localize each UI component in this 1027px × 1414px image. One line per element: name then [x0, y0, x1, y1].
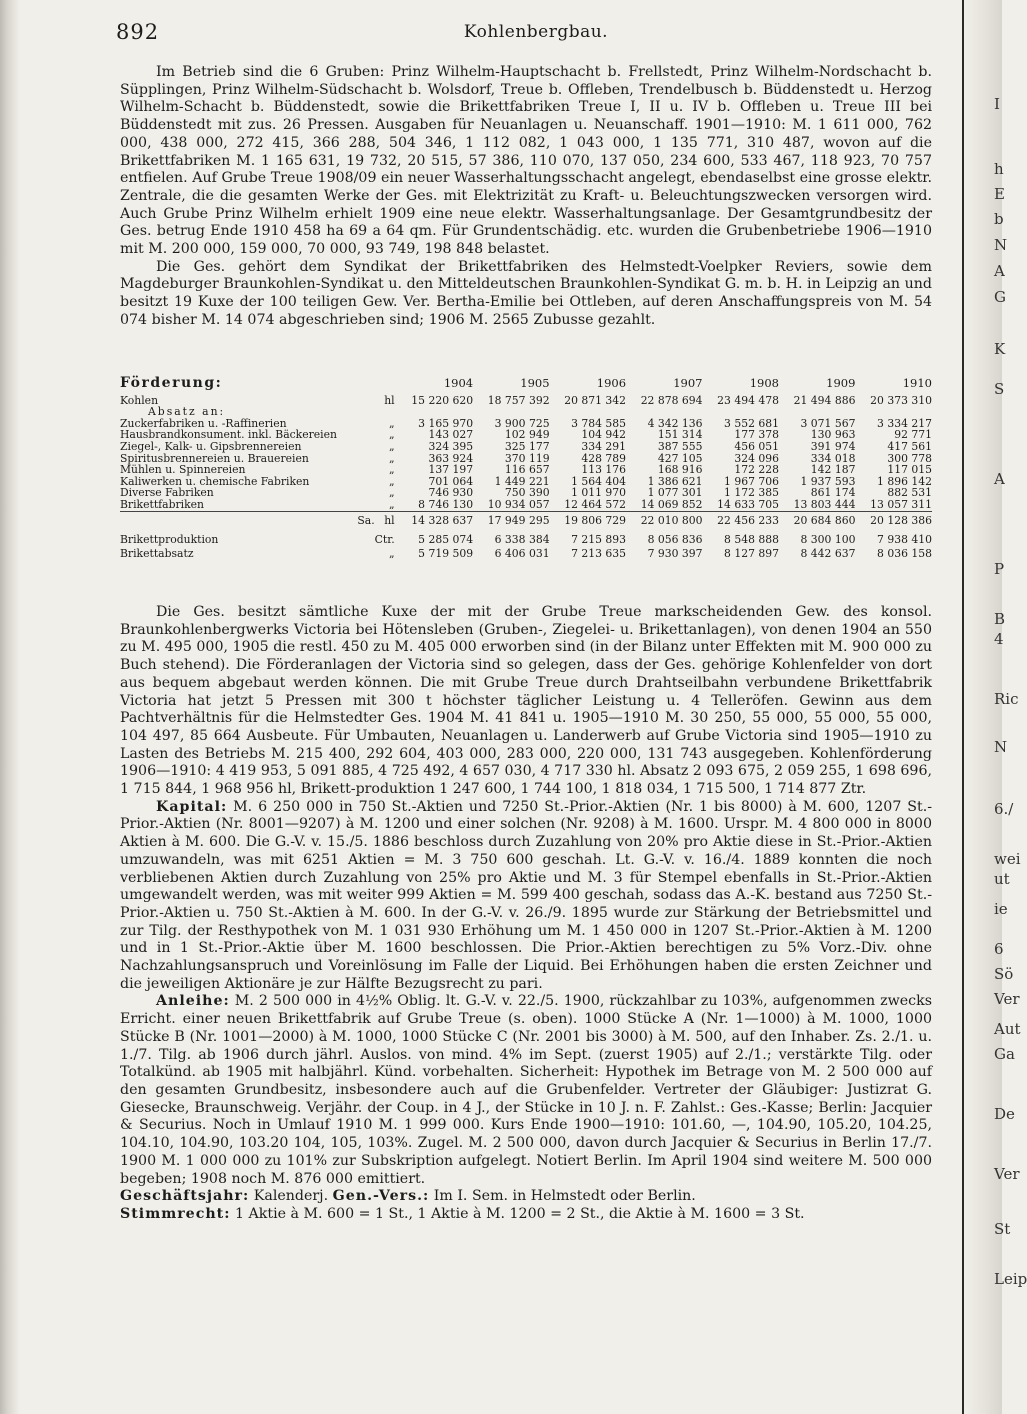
row-absatz-item-value: 334 018 [810, 451, 856, 465]
row-absatz-item-value: 1 386 621 [647, 474, 703, 488]
row-absatz-item-unit: „ [389, 486, 395, 500]
row-kohlen-label: Kohlen [120, 393, 159, 407]
row-kohlen-value: 23 494 478 [717, 393, 779, 407]
row-absatz-item-value: 14 633 705 [717, 497, 779, 511]
row-absatz-item-value: 427 105 [657, 451, 703, 465]
row-absatz-item [120, 499, 932, 511]
row-brikettabsatz-unit: „ [389, 546, 395, 560]
row-kohlen-value: 20 373 310 [870, 393, 932, 407]
row-absatz-item-value: 387 555 [657, 439, 703, 453]
anleihe-label: Anleihe: [156, 993, 230, 1010]
row-absatz-item-value: 882 531 [887, 486, 932, 500]
row-kohlen-value: 18 757 392 [487, 393, 550, 407]
year-header: 1910 [902, 376, 932, 390]
row-brikettproduktion-value: 8 300 100 [800, 533, 856, 547]
year-header: 1906 [596, 376, 627, 390]
row-sum-value: 19 806 729 [550, 511, 626, 532]
row-brikettabsatz-value: 8 127 897 [724, 546, 779, 560]
row-brikettabsatz-label: Brikettabsatz [120, 546, 194, 560]
gutter-fragment: I [994, 95, 1000, 113]
row-sum [120, 511, 932, 532]
kapital-text: M. 6 250 000 in 750 St.-Aktien und 7250 St.-Prior.-Aktien (Nr. 1 bis 8000) à M. 600, 1207 St.-Prior.-Aktien (Nr. 8001—9207) à M. 1200 und einer solchen (Nr. 9208) à M. 1600. Urspr. M. 4 800 000 in 8000 Aktien à M. 600. Die G.-V. v. 15./5. 1886 beschloss durch Zuzahlung von 20% pro Aktie diese in St.-Prior.-Aktien umzuwandeln, was mit 6251 Aktien = M. 3 750 600 geschah. Lt. G.-V. v. 16./4. 1889 konnten die noch verbliebenen Aktien durch Zuzahlung von 25% pro Aktie und M. 3 für Stempel ebenfalls in St.-Prior.-Aktien umgewandelt werden, was mit weiter 999 Aktien = M. 599 400 geschah, sodass das A.-K. bestand aus 7250 St.-Prior.-Aktien u. 750 St.-Aktien à M. 600. In der G.-V. v. 26./9. 1895 wurde zur Stärkung der Betriebsmittel und zur Tilg. der Resthypothek von M. 1 031 930 Erhöhung um M. 1 450 000 in 1207 St.-Prior.-Aktien à M. 1200 und in 1 St.-Prior.-Aktie über M. 1600 beschlossen. Die Prior.-Aktien berechtigen zu 5% Vorz.-Div. ohne Nachzahlungsanspruch und Voreinlösung im Falle der Liquid. Bei Erhöhungen haben die ersten Zeichner und die jeweiligen Aktionäre je zur Hälfte Bezugsrecht zu pari. [120, 798, 932, 992]
row-absatz-item-value: 325 177 [504, 439, 550, 453]
row-brikettabsatz-value: 6 406 031 [494, 546, 550, 560]
running-title: Kohlenbergbau. [463, 22, 609, 42]
row-absatz-item-value: 1 172 385 [724, 486, 779, 500]
row-absatz-item-value: 3 071 567 [800, 416, 856, 430]
row-absatz-item-value: 300 778 [887, 451, 932, 465]
gutter-fragment: S [994, 380, 1005, 398]
row-absatz-item-value: 370 119 [504, 451, 550, 465]
row-brikettproduktion-value: 6 338 384 [494, 533, 550, 547]
gutter-fragment: A [994, 262, 1005, 280]
row-absatz-item-value: 324 096 [734, 451, 779, 465]
row-absatz-item-value: 143 027 [428, 428, 474, 442]
year-header: 1907 [673, 376, 703, 390]
row-absatz-item-value: 3 552 681 [724, 416, 779, 430]
row-brikettabsatz-value: 7 213 635 [571, 546, 627, 560]
row-absatz-item-label: Spiritusbrennereien u. Brauereien [120, 451, 309, 465]
row-sum-label: Sa. [120, 511, 375, 532]
row-absatz-item-value: 1 896 142 [877, 474, 932, 488]
row-brikettproduktion-value: 7 215 893 [571, 533, 627, 547]
gutter-fragment: N [994, 738, 1008, 756]
row-absatz-item-value: 116 657 [504, 463, 550, 477]
table-heading: Förderung: [120, 375, 223, 391]
row-absatz-item-unit: „ [389, 497, 395, 511]
row-brikettproduktion-value: 8 056 836 [647, 533, 703, 547]
row-kohlen-value: 22 878 694 [640, 393, 703, 407]
paragraph-kapital [120, 799, 932, 994]
row-sum-value: 14 328 637 [397, 511, 473, 532]
gutter-fragment: 4 [994, 630, 1004, 648]
gen-vers-text: Im I. Sem. in Helmstedt oder Berlin. [433, 1188, 696, 1205]
unit-header-cell [375, 378, 397, 395]
row-brikettproduktion-value: 5 285 074 [418, 533, 474, 547]
row-sum-value: 17 949 295 [473, 511, 549, 532]
row-brikettproduktion [120, 532, 932, 546]
row-kohlen [120, 395, 932, 407]
gutter-fragment: P [994, 560, 1005, 578]
row-absatz-item-value: 151 314 [657, 428, 703, 442]
gutter-fragment: Ga [994, 1045, 1015, 1063]
row-absatz-item-value: 13 803 444 [793, 497, 856, 511]
paragraph-anleihe [120, 993, 932, 1188]
year-header: 1904 [443, 376, 474, 390]
row-kohlen-value: 15 220 620 [411, 393, 474, 407]
row-absatz-item-label: Ziegel-, Kalk- u. Gipsbrennereien [120, 439, 302, 453]
row-absatz-item-value: 1 564 404 [571, 474, 627, 488]
gutter-fragment: N [994, 236, 1008, 254]
gutter-fragment: 6./ [994, 800, 1014, 818]
row-sum-value: 22 456 233 [703, 511, 779, 532]
row-absatz-item-label: Diverse Fabriken [120, 486, 214, 500]
row-absatz-item-value: 746 930 [428, 486, 474, 500]
row-absatz-item-value: 12 464 572 [564, 497, 627, 511]
row-brikettabsatz-value: 8 036 158 [877, 546, 932, 560]
production-table [120, 375, 932, 560]
absatz-heading: Absatz an: [148, 405, 226, 419]
row-sum-value: 20 684 860 [779, 511, 855, 532]
gutter-fragment: Ver [994, 990, 1020, 1008]
paragraph-gruben: Im Betrieb sind die 6 Gruben: Prinz Wilhelm-Hauptschacht b. Frellstedt, Prinz Wilhelm-Nordschacht b. Süpplingen, Prinz Wilhelm-Südschacht b. Wolsdorf, Treue b. Offleben, Trendelbusch b. Büddenstedt u. Herzog Wilhelm-Schacht b. Büddenstedt, sowie die Brikettfabriken Treue I, II u. IV b. Offleben u. Treue III bei Büddenstedt mit zus. 26 Pressen. Ausgaben für Neuanlagen u. Neuanschaff. 1901—1910: M. 1 611 000, 762 000, 438 000, 272 415, 366 288, 504 346, 1 112 082, 1 043 000, 1 135 771, 310 487, wovon auf die Brikettfabriken M. 1 165 631, 19 732, 20 515, 57 386, 110 070, 137 050, 234 600, 533 467, 118 923, 70 757 entfielen. Auf Grube Treue 1908/09 ein neuer Wasserhaltungsschacht angelegt, ebendaselbst eine grosse elektr. Zentrale, die die gesamten Werke der Ges. mit Elektrizität zu Kraft- u. Beleuchtungszwecken versorgen wird. Auch Grube Prinz Wilhelm erhielt 1909 eine neue elektr. Wasserhaltungsanlage. Der Gesamtgrundbesitz der Ges. betrug Ende 1910 458 ha 69 a 64 qm. Für Grundentschädig. etc. wurden die Grubenbetriebe 1906—1910 mit M. 200 000, 159 000, 70 000, 93 749, 198 848 belastet. [120, 64, 932, 258]
paragraph-syndikat: Die Ges. gehört dem Syndikat der Brikettfabriken des Helmstedt-Voelpker Reviers, sowie dem Magdeburger Braunkohlen-Syndikat u. den Mitteldeutschen Braunkohlen-Syndikat G. m. b. H. in Leipzig an und besitzt 19 Kuxe der 100 teiligen Gew. Ver. Bertha-Emilie bei Ottleben, auf deren Anschaffungspreis von M. 54 074 bisher M. 14 074 abgeschrieben sind; 1906 M. 2565 Zubusse gezahlt. [120, 258, 932, 328]
gutter-fragment: A [994, 470, 1005, 488]
geschaeftsjahr-text: Kalenderj. [253, 1188, 329, 1205]
row-absatz-item-value: 102 949 [504, 428, 550, 442]
gutter-fragment: B [994, 610, 1006, 628]
row-absatz-item-value: 417 561 [887, 439, 932, 453]
financial-section [120, 604, 932, 1224]
row-brikettproduktion-value: 7 938 410 [877, 533, 932, 547]
row-absatz-item-value: 3 784 585 [571, 416, 627, 430]
page-number: 892 [116, 20, 160, 44]
row-absatz-item-label: Mühlen u. Spinnereien [120, 463, 246, 477]
row-absatz-item [120, 464, 932, 476]
year-header: 1905 [520, 376, 550, 390]
row-sum-unit: hl [375, 511, 397, 532]
row-absatz-item-value: 142 187 [810, 463, 856, 477]
row-absatz-item-value: 3 900 725 [494, 416, 550, 430]
gutter-fragment: Sö [994, 965, 1014, 983]
gutter-fragment: St [994, 1220, 1011, 1238]
row-brikettabsatz-value: 7 930 397 [647, 546, 703, 560]
production-table-section [120, 375, 932, 560]
row-sum-value: 22 010 800 [626, 511, 702, 532]
row-absatz-item-unit: „ [389, 463, 395, 477]
gutter-fragment: 6 [994, 940, 1004, 958]
gutter-fragment: Ver [994, 1165, 1020, 1183]
paragraph-stimmrecht [120, 1206, 932, 1224]
row-absatz-item-value: 324 395 [428, 439, 474, 453]
row-brikettabsatz [120, 546, 932, 560]
kapital-label: Kapital: [156, 798, 228, 815]
row-brikettabsatz-value: 8 442 637 [800, 546, 856, 560]
gutter-fragment: Leip [994, 1270, 1027, 1288]
gutter-fragment: Ric [994, 690, 1019, 708]
row-absatz-item-value: 137 197 [428, 463, 474, 477]
stimmrecht-text: 1 Aktie à M. 600 = 1 St., 1 Aktie à M. 1200 = 2 St., die Aktie à M. 1600 = 3 St. [234, 1205, 805, 1222]
row-absatz-item-value: 8 746 130 [418, 497, 474, 511]
row-absatz-item-value: 1 937 593 [800, 474, 856, 488]
year-header: 1909 [826, 376, 856, 390]
gutter-fragment: ie [994, 900, 1008, 918]
row-absatz-item [120, 441, 932, 453]
page-header [116, 20, 956, 50]
row-absatz-item-value: 13 057 311 [870, 497, 932, 511]
row-brikettproduktion-label: Brikettproduktion [120, 533, 219, 547]
intro-section [120, 64, 932, 330]
gutter-fragment: De [994, 1105, 1015, 1123]
paragraph-geschaeftsjahr [120, 1188, 932, 1206]
row-absatz-item-unit: „ [389, 451, 395, 465]
row-absatz-item-value: 4 342 136 [647, 416, 703, 430]
row-absatz-item-value: 750 390 [504, 486, 550, 500]
row-absatz-item-value: 10 934 057 [487, 497, 550, 511]
row-absatz-item-value: 456 051 [734, 439, 779, 453]
row-absatz-item-value: 428 789 [581, 451, 627, 465]
table-header-row [120, 378, 932, 395]
row-kohlen-value: 20 871 342 [564, 393, 627, 407]
row-absatz-item-value: 363 924 [428, 451, 474, 465]
row-absatz-item-value: 168 916 [657, 463, 703, 477]
gutter-fragment: wei [994, 850, 1021, 868]
anleihe-text: M. 2 500 000 in 4½% Oblig. lt. G.-V. v. 22./5. 1900, rückzahlbar zu 103%, aufgenommen zwecks Erricht. einer neuen Brikettfabrik auf Grube Treue (s. oben). 1000 Stücke A (Nr. 1—1000) à M. 1000, 1000 Stücke B (Nr. 1001—2000) à M. 1000, 1000 Stücke C (Nr. 2001 bis 3000) à M. 500, auf den Inhaber. Zs. 2./1. u. 1./7. Tilg. ab 1906 durch jährl. Auslos. von mind. 4% im Sept. (zuerst 1905) auf 2./1.; verstärkte Tilg. oder Totalkünd. ab 1905 mit halbjährl. Künd. vorbehalten. Sicherheit: Hypothek im Betrage von M. 2 500 000 auf den gesamten Grundbesitz, insbesondere auch auf die Grubenfelder. Vertreter der Gläubiger: Justizrat G. Giesecke, Braunschweig. Verjähr. der Coup. in 4 J., der Stücke in 10 J. n. F. Zahlst.: Ges.-Kasse; Berlin: Jacquier & Securius. Noch in Umlauf 1910 M. 1 999 000. Kurs Ende 1900—1910: 101.60, —, 104.90, 105.20, 104.25, 104.10, 104.90, 103.20 104, 105, 103%. Zugel. M. 2 500 000, davon durch Jacquier & Securius in Berlin 17./7. 1900 M. 1 000 000 zu 101% zur Subskription aufgelegt. Notiert Berlin. Im April 1904 sind weitere M. 500 000 begeben; 1908 noch M. 876 000 emittiert. [120, 993, 932, 1187]
gutter-fragment: ut [994, 870, 1010, 888]
year-header: 1908 [749, 376, 779, 390]
row-sum-value: 20 128 386 [855, 511, 932, 532]
gutter-fragment: G [994, 288, 1006, 306]
row-absatz-item-value: 177 378 [734, 428, 779, 442]
row-absatz-item-value: 117 015 [887, 463, 932, 477]
paragraph-victoria: Die Ges. besitzt sämtliche Kuxe der mit der Grube Treue markscheidenden Gew. des konsol. Braunkohlenbergwerks Victoria bei Hötensleben (Gruben-, Ziegelei- u. Brikettanlagen), von denen 1904 an 550 zu M. 495 000, 1905 die restl. 450 zu M. 405 000 erworben sind (in der Bilanz unter Effekten mit M. 900 000 zu Buch stehend). Die Förderanlagen der Victoria sind so gelegen, dass der Ges. gehörige Kohlenfelder von dort aus bequem abgebaut werden können. Die mit Grube Treue durch Drahtseilbahn verbundene Brikettfabrik Victoria hat jetzt 5 Pressen mit 300 t höchster täglicher Leistung u. 4 Telleröfen. Gewinn aus dem Pachtverhältnis für die Helmstedter Ges. 1904 M. 41 841 u. 1905—1910 M. 30 250, 55 000, 55 000, 55 000, 104 497, 85 664 Ausbeute. Für Umbauten, Neuanlagen u. Landerwerb auf Grube Victoria sind 1905—1910 zu Lasten des Betriebs M. 215 400, 292 604, 403 000, 283 000, 220 000, 131 743 ausgegeben. Kohlenförderung 1906—1910: 4 419 953, 5 091 885, 4 725 492, 4 657 030, 4 717 330 hl. Absatz 2 093 675, 2 059 255, 1 698 696, 1 715 844, 1 968 956 hl, Brikett-produktion 1 247 600, 1 744 100, 1 818 034, 1 715 500, 1 714 877 Ztr. [120, 604, 932, 798]
row-absatz-item-value: 113 176 [581, 463, 627, 477]
row-absatz-item-value: 3 334 217 [877, 416, 932, 430]
row-absatz-item-label: Brikettfabriken [120, 497, 205, 511]
row-absatz-item-value: 391 974 [810, 439, 856, 453]
row-absatz-item-value: 1 967 706 [724, 474, 779, 488]
scan-left-edge [0, 0, 20, 1414]
row-absatz-item-value: 1 449 221 [494, 474, 550, 488]
row-absatz-item-unit: „ [389, 474, 395, 488]
stimmrecht-label: Stimmrecht: [120, 1205, 231, 1222]
gutter-fragment: b [994, 210, 1004, 228]
row-absatz-item-value: 92 771 [894, 428, 932, 442]
row-absatz-item-label: Zuckerfabriken u. -Raffinerien [120, 416, 287, 430]
row-absatz-item-label: Hausbrandkonsument. inkl. Bäckereien [120, 428, 337, 442]
row-absatz-item-unit: „ [389, 428, 395, 442]
gutter-fragment: E [994, 185, 1005, 203]
row-absatz-item-value: 14 069 852 [640, 497, 703, 511]
row-brikettproduktion-value: 8 548 888 [724, 533, 779, 547]
row-absatz-item-unit: „ [389, 439, 395, 453]
row-absatz-item-value: 104 942 [581, 428, 627, 442]
row-brikettabsatz-value: 5 719 509 [418, 546, 474, 560]
row-absatz-item-value: 701 064 [428, 474, 474, 488]
row-kohlen-unit: hl [384, 393, 395, 407]
row-absatz-item-value: 1 011 970 [571, 486, 627, 500]
row-absatz-item-unit: „ [389, 416, 395, 430]
gutter-fragment: h [994, 160, 1004, 178]
row-absatz-item-value: 172 228 [734, 463, 779, 477]
gutter-fragment: K [994, 340, 1006, 358]
row-absatz-item-value: 3 165 970 [418, 416, 474, 430]
row-absatz-item-value: 1 077 301 [647, 486, 703, 500]
row-brikettproduktion-unit: Ctr. [374, 533, 395, 547]
geschaeftsjahr-label: Geschäftsjahr: [120, 1188, 250, 1205]
row-absatz-item-value: 130 963 [810, 428, 856, 442]
gutter-fragment: Aut [994, 1020, 1021, 1038]
row-absatz-item-value: 861 174 [810, 486, 856, 500]
row-absatz-item-value: 334 291 [581, 439, 627, 453]
gen-vers-label: Gen.-Vers.: [332, 1188, 430, 1205]
row-kohlen-value: 21 494 886 [793, 393, 856, 407]
adjacent-page-gutter [962, 0, 1027, 1414]
row-absatz-item-label: Kaliwerken u. chemische Fabriken [120, 474, 310, 488]
